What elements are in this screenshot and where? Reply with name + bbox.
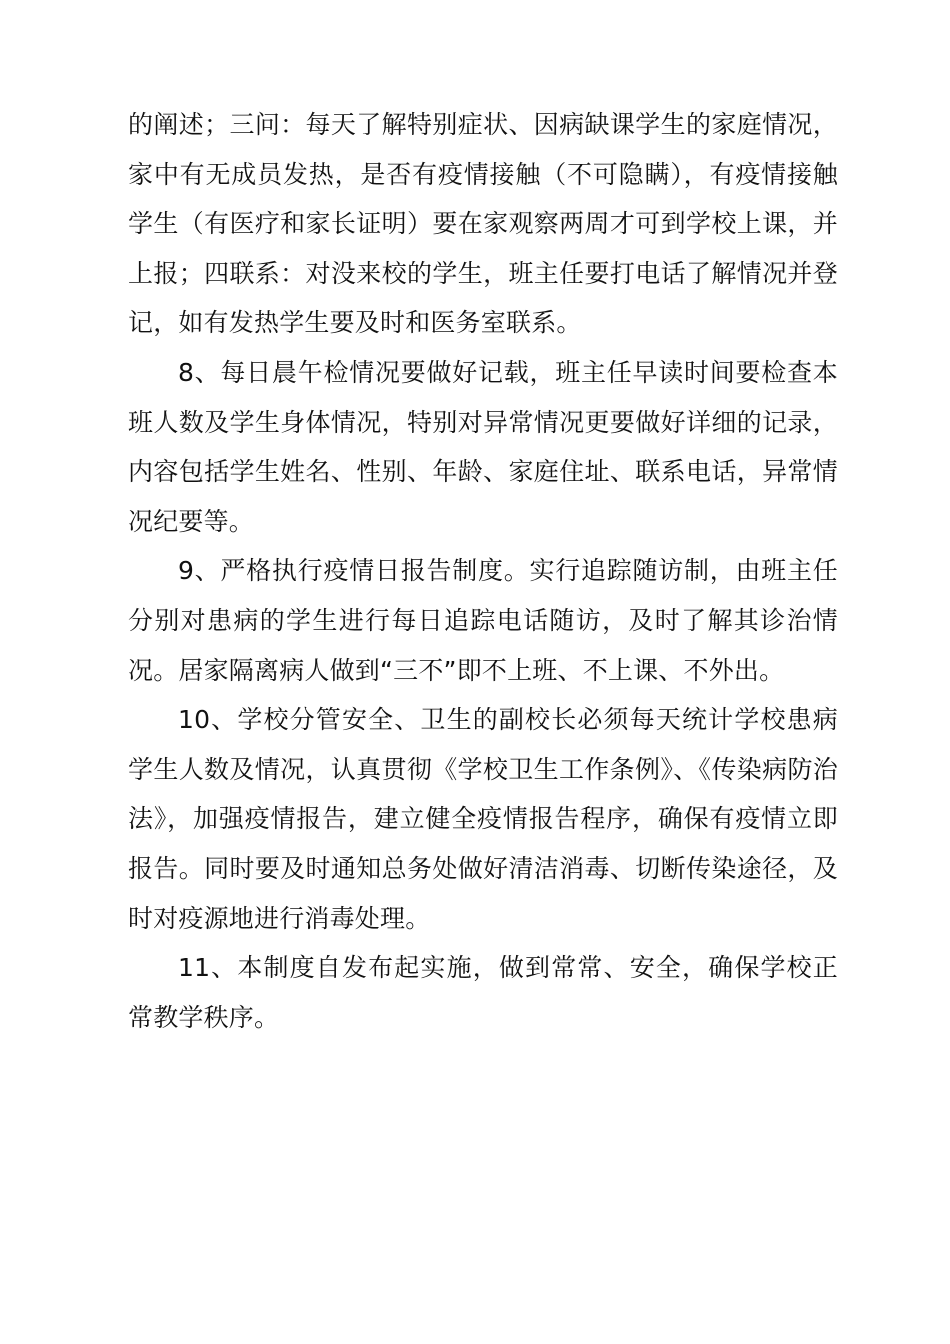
paragraph-item-8: 8、每日晨午检情况要做好记载，班主任早读时间要检查本班人数及学生身体情况，特别对异常情况更要做好详细的记录，内容包括学生姓名、性别、年龄、家庭住址、联系电话，异常情况纪要等。 xyxy=(128,357,838,536)
paragraph-continuation: 的阐述；三问：每天了解特别症状、因病缺课学生的家庭情况，家中有无成员发热，是否有疫情接触（不可隐瞒），有疫情接触学生（有医疗和家长证明）要在家观察两周才可到学校上课，并上报；四联系：对没来校的学生，班主任要打电话了解情况并登记，如有发热学生要及时和医务室联系。 xyxy=(128,110,838,338)
document-page xyxy=(128,100,838,1042)
paragraph-item-10: 10、学校分管安全、卫生的副校长必须每天统计学校患病学生人数及情况，认真贯彻《学校卫生工作条例》、《传染病防治法》，加强疫情报告，建立健全疫情报告程序，确保有疫情立即报告。同时要及时通知总务处做好清洁消毒、切断传染途径，及时对疫源地进行消毒处理。 xyxy=(128,705,838,933)
paragraph-item-9: 9、严格执行疫情日报告制度。实行追踪随访制，由班主任分别对患病的学生进行每日追踪电话随访，及时了解其诊治情况。居家隔离病人做到“三不”即不上班、不上课、不外出。 xyxy=(128,556,838,685)
paragraph-item-11: 11、本制度自发布起实施，做到常常、安全，确保学校正常教学秩序。 xyxy=(128,953,838,1032)
